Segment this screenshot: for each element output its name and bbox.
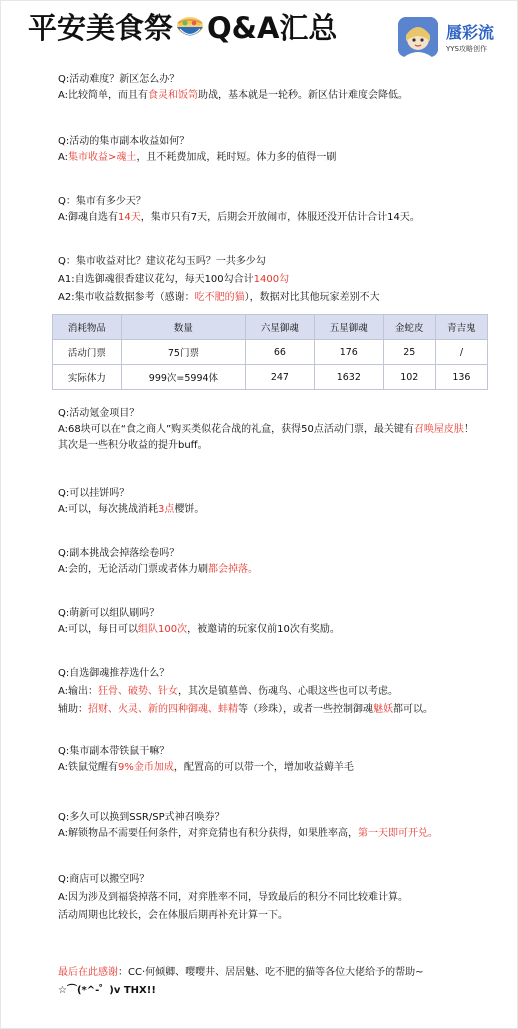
answer-text: 辅助： bbox=[58, 704, 88, 715]
ramen-bowl-icon bbox=[175, 14, 205, 42]
answer-text: A:比较简单，而且有 bbox=[58, 90, 149, 101]
answer-highlight: 食灵和饭笥 bbox=[148, 90, 199, 101]
qa-item-shop bbox=[58, 872, 498, 924]
answer-text: 助战，基本就是一轮秒。新区估计难度会降低。 bbox=[198, 90, 409, 101]
answer-highlight: 3点 bbox=[158, 504, 175, 515]
qa-item-market-days bbox=[58, 194, 498, 226]
answer bbox=[58, 682, 498, 702]
table-cell: 66 bbox=[245, 340, 314, 365]
qa-item-scroll-drop bbox=[58, 546, 498, 578]
answer-text: 樱饼。 bbox=[174, 504, 205, 515]
table-header: 六星御魂 bbox=[245, 315, 314, 340]
table-cell: 999次=5994体 bbox=[121, 365, 245, 390]
answer-text: A:可以，每日可以 bbox=[58, 624, 139, 635]
table-cell: 136 bbox=[435, 365, 487, 390]
answer-highlight: 1400勾 bbox=[253, 274, 290, 285]
question: Q:活动难度？新区怎么办？ bbox=[58, 74, 180, 85]
brand-subtitle: YYS攻略创作 bbox=[446, 45, 487, 53]
qa-item-rat bbox=[58, 744, 498, 776]
answer bbox=[58, 622, 498, 638]
answer-highlight: 9%金币加成 bbox=[118, 762, 174, 773]
brand-name: 蜃彩流 bbox=[446, 23, 495, 42]
table-header-row bbox=[53, 315, 488, 340]
answer-highlight: 都会掉落。 bbox=[208, 564, 259, 575]
answer bbox=[58, 150, 498, 166]
answer-text: A:解锁物品不需要任何条件，对弈竞猜也有积分获得，如果胜率高， bbox=[58, 828, 359, 839]
table-cell: 75门票 bbox=[121, 340, 245, 365]
question: Q:集市副本带铁鼠干嘛？ bbox=[58, 746, 170, 757]
answer-highlight: 14天 bbox=[118, 212, 141, 223]
answer-2 bbox=[58, 290, 498, 306]
answer bbox=[58, 422, 478, 454]
table-row bbox=[53, 365, 488, 390]
footer-thanks bbox=[58, 964, 424, 1000]
answer-highlight: 招财、火灵、新的四种御魂、蚌精 bbox=[88, 704, 238, 715]
answer-text: ），数据对比其他玩家差别不大 bbox=[244, 292, 380, 303]
table-cell: / bbox=[435, 340, 487, 365]
answer-highlight: 狂骨、破势、针女 bbox=[98, 686, 179, 697]
table-header: 消耗物品 bbox=[53, 315, 122, 340]
answer-text: A:可以，每次挑战消耗 bbox=[58, 504, 159, 515]
answer-text: ，配置高的可以带一个，增加收益薅羊毛 bbox=[173, 762, 354, 773]
answer-highlight: 组队100次 bbox=[138, 624, 188, 635]
qa-item-soul-pick bbox=[58, 666, 498, 718]
title-left: 平安美食祭 bbox=[28, 11, 174, 45]
answer-highlight: 魅妖 bbox=[373, 704, 393, 715]
header bbox=[0, 0, 518, 58]
question: Q：集市收益对比？建议花勾玉吗？一共多少勾 bbox=[58, 256, 266, 267]
table-cell: 247 bbox=[245, 365, 314, 390]
question: Q:副本挑战会掉落绘卷吗？ bbox=[58, 548, 180, 559]
table-cell: 25 bbox=[383, 340, 435, 365]
qa-item-auto bbox=[58, 486, 498, 518]
page-title bbox=[28, 6, 337, 47]
answer-text: A:68块可以在“食之商人”购买类似花合战的礼盒，获得50点活动门票，最关键有 bbox=[58, 424, 414, 435]
answer-highlight: 集市收益>魂土 bbox=[68, 152, 137, 163]
qa-item-difficulty bbox=[58, 72, 498, 104]
answer-text: 活动周期也比较长，会在体服后期再补充计算一下。 bbox=[58, 910, 288, 921]
thanks-label: 最后在此感谢 bbox=[58, 967, 118, 978]
answer bbox=[58, 826, 498, 842]
answer-text: A: bbox=[58, 152, 69, 163]
answer-text: ，被邀请的玩家仅前10次有奖励。 bbox=[187, 624, 340, 635]
answer-highlight: 第一天即可开兑。 bbox=[358, 828, 439, 839]
answer-highlight: 吃不肥的猫 bbox=[194, 292, 245, 303]
brand-logo-icon bbox=[398, 17, 438, 57]
answer-highlight: 召唤屋皮肤 bbox=[413, 424, 464, 435]
title-right: Q&A汇总 bbox=[207, 11, 338, 45]
qa-item-team bbox=[58, 606, 498, 638]
answer bbox=[58, 888, 498, 908]
answer bbox=[58, 88, 498, 104]
table-header: 金蛇皮 bbox=[383, 315, 435, 340]
question: Q:多久可以换到SSR/SP式神召唤券？ bbox=[58, 812, 225, 823]
qa-item-income-compare bbox=[58, 254, 498, 306]
question: Q:可以挂饼吗？ bbox=[58, 488, 130, 499]
table-cell: 102 bbox=[383, 365, 435, 390]
table-cell: 活动门票 bbox=[53, 340, 122, 365]
answer bbox=[58, 562, 498, 578]
answer-text: A:输出： bbox=[58, 686, 99, 697]
table-cell: 176 bbox=[314, 340, 383, 365]
answer-text: A:铁鼠觉醒有 bbox=[58, 762, 119, 773]
answer-2 bbox=[58, 908, 498, 924]
answer-text: A2:集市收益数据参考（感谢： bbox=[58, 292, 195, 303]
question: Q：集市有多少天？ bbox=[58, 196, 146, 207]
question: Q:活动的集市副本收益如何？ bbox=[58, 136, 190, 147]
table-row bbox=[53, 340, 488, 365]
table-cell: 实际体力 bbox=[53, 365, 122, 390]
answer bbox=[58, 270, 498, 290]
answer-text: A1:自选御魂很香建议花勾，每天100勾合计 bbox=[58, 274, 254, 285]
answer-text: A:会的，无论活动门票或者体力刷 bbox=[58, 564, 209, 575]
question: Q:商店可以搬空吗？ bbox=[58, 874, 150, 885]
answer-2 bbox=[58, 702, 498, 718]
table-cell: 1632 bbox=[314, 365, 383, 390]
answer bbox=[58, 760, 498, 776]
qa-item-market-income bbox=[58, 134, 498, 166]
answer bbox=[58, 502, 498, 518]
table-header: 青吉鬼 bbox=[435, 315, 487, 340]
income-table bbox=[52, 314, 488, 390]
qa-item-paid-items bbox=[58, 406, 498, 454]
answer-text: ，且不耗费加成，耗时短。体力多的值得一刷 bbox=[136, 152, 337, 163]
answer-text: ，其次是镇墓兽、伤魂鸟、心眼这些也可以考虑。 bbox=[178, 686, 399, 697]
question: Q:活动氪金项目？ bbox=[58, 408, 140, 419]
answer-text: A:御魂自选有 bbox=[58, 212, 119, 223]
answer-text: 等（珍珠），或者一些控制御魂 bbox=[238, 704, 373, 715]
answer-text: A:因为涉及到福袋掉落不同，对弈胜率不同，导致最后的积分不同比较难计算。 bbox=[58, 892, 409, 903]
answer bbox=[58, 210, 498, 226]
qa-item-ssr-ticket bbox=[58, 810, 498, 842]
question: Q:萌新可以组队刷吗？ bbox=[58, 608, 160, 619]
thanks-emote: ☆⌒(*^-゜)v THX!! bbox=[58, 985, 156, 996]
answer-text: ，集市只有7天，后期会开放闹市，体服还没开估计合计14天。 bbox=[140, 212, 420, 223]
question: Q:自选御魂推荐选什么？ bbox=[58, 668, 170, 679]
table-header: 数量 bbox=[121, 315, 245, 340]
table-header: 五星御魂 bbox=[314, 315, 383, 340]
thanks-text: ：CC·何倾卿、嘤嘤井、居居魅、吃不肥的猫等各位大佬给予的帮助~ bbox=[118, 967, 424, 978]
answer-text: 都可以。 bbox=[393, 704, 433, 715]
answer-text: ！其次是一些积分收益的提升buff。 bbox=[58, 424, 474, 451]
